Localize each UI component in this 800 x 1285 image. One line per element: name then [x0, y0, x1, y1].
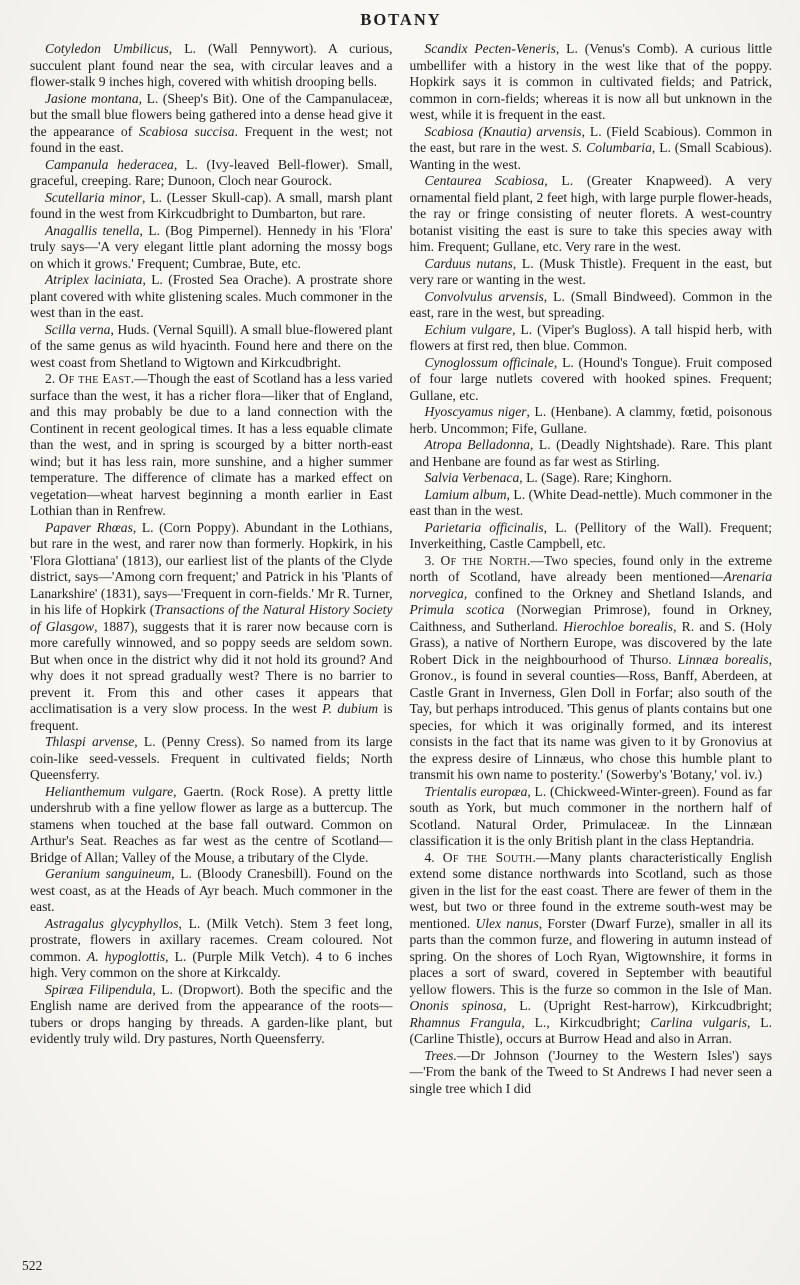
- paragraph: [410, 850, 773, 1048]
- paragraph: [30, 91, 393, 157]
- paragraph: [410, 553, 773, 784]
- paragraph: [410, 1048, 773, 1098]
- section-heading: Of the East: [58, 371, 131, 386]
- species-name: Jasione montana: [45, 90, 139, 106]
- species-name: Cotyledon Umbilicus: [45, 41, 169, 56]
- text-run: , Forster (Dwarf Furze), smaller in all its parts than the common furze, and flowering in autumn instead of spring. On the shores of Loch Ryan, Wigtownshire, it forms in places a sort of sward, covered in September with beautiful yellow flowers. This is the furze so common in the Isle of Man.: [409, 915, 772, 997]
- text-run: , L. (Ivy-leaved Bell-flower). Small, graceful, creeping. Rare; Dunoon, Cloch near Gourock.: [30, 156, 393, 188]
- species-name: Centaurea Scabiosa: [424, 173, 545, 188]
- species-name: Primula scotica: [409, 602, 505, 617]
- text-run: , L. (Small Bindweed). Common in the east, rare in the west, but spreading.: [409, 288, 772, 320]
- text-run: , L. (Bog Pimpernel). Hennedy in his 'Flora' truly says—'A very elegant little plant adorning the mossy bogs on which it grows.' Frequent; Cumbrae, Bute, etc.: [30, 222, 393, 271]
- species-name: Carduus nutans: [424, 255, 513, 271]
- right-column: [410, 41, 773, 1097]
- text-run: , L. (Small Scabious). Wanting in the west.: [409, 140, 772, 172]
- species-name: Thlaspi arvense: [45, 734, 135, 749]
- species-name: Echium vulgare: [424, 321, 513, 337]
- paragraph: [30, 272, 393, 322]
- species-name: Spiræa Filipendula: [45, 981, 153, 997]
- species-name: Geranium sanguineum: [45, 866, 172, 881]
- text-run: .—Many plants characteristically English extend some distance northwards into Scotland, such as those given in the list for the east coast. There are fewer of them in the west, but two or three found in the extreme south-west may be mentioned.: [409, 849, 772, 931]
- section-heading: Of the North: [440, 552, 527, 568]
- species-name: Atriplex laciniata: [45, 272, 143, 287]
- species-name: Helianthemum vulgare: [45, 783, 174, 799]
- text-run: , L. (Dropwort). Both the specific and the English name are derived from the appearance of the roots—tubers or drops hanging by threads. A garden-like plant, but evidently truly wild. Dry pastures, North Queensferry.: [30, 981, 393, 1046]
- page-number: 522: [22, 1258, 43, 1273]
- text-run: —Dr Johnson ('Journey to the Western Isles') says—'From the bank of the Tweed to St Andrews I had never seen a single tree which I did: [409, 1047, 772, 1096]
- paragraph: [30, 734, 393, 784]
- section-heading: Of the South: [442, 849, 533, 865]
- page-title: BOTANY: [360, 10, 442, 29]
- species-name: Linnæa borealis: [677, 651, 769, 667]
- text-run: , L. (Henbane). A clammy, fœtid, poisonous herb. Uncommon; Fife, Gullane.: [409, 404, 772, 436]
- species-name: Parietaria officinalis: [424, 519, 544, 535]
- species-name: Campanula hederacea: [45, 156, 174, 172]
- text-run: , L. (Hound's Tongue). Fruit composed of four large nutlets covered with hooked spines. Frequent; Gullane, etc.: [409, 354, 772, 403]
- text-run: , L. (Sheep's Bit). One of the Campanulaceæ, but the small blue flowers being gathered into a dense head give it the appearance of: [30, 90, 393, 139]
- paragraph: [410, 173, 773, 256]
- species-name: Trientalis europæa: [424, 783, 528, 799]
- species-name: Ononis spinosa: [409, 998, 504, 1013]
- species-name: Rhamnus Frangula: [409, 1014, 522, 1030]
- paragraph: [410, 404, 773, 437]
- text-run: , L. (Deadly Nightshade). Rare. This plant and Henbane are found as far west as Stirling.: [409, 437, 773, 469]
- paragraph: [30, 784, 393, 867]
- species-name: Carlina vulgaris: [650, 1014, 748, 1030]
- paragraph: [410, 355, 773, 405]
- paragraph: [30, 223, 393, 273]
- text-run: , Huds. (Vernal Squill). A small blue-flowered plant of the same genus as wild hyacinth. Found here and there on the west coast from Shetland to Wigtown and Kirkcudbright.: [30, 321, 393, 370]
- paragraph: [30, 520, 393, 735]
- text-run: .—Two species, found only in the extreme north of Scotland, have already been mentioned—: [409, 552, 773, 584]
- paragraph: [410, 256, 773, 289]
- text-run: , L. (Frosted Sea Orache). A prostrate shore plant covered with white glistening scales. Much commoner in the west than in the east.: [30, 272, 393, 320]
- paragraph: [410, 322, 773, 355]
- text-run: , L. (Venus's Comb). A curious little umbellifer with a history in the west like that of the poppy. Hopkirk says it is common in cultivated fields; and Patrick, common in corn-fields; whereas it is now all but unknown in the west, while it is frequent in the east.: [409, 41, 772, 122]
- text-run: .—Though the east of Scotland has a less varied surface than the west, it has a richer flora—liker that of England, and this may probably be due to a land connection with the Continent in recent geological times. It has a less equable climate than the west, and in spring is scourged by a bitter north-east wind; but it has less rain, more sunshine, and a higher summer temperature. The difference of climate has a marked effect on vegetation—wheat harvest beginning a month earlier in East Lothian than in Renfrew.: [30, 371, 393, 518]
- left-column: [30, 41, 393, 1097]
- species-name: Scandix Pecten-Veneris: [424, 41, 556, 56]
- text-run: 2.: [45, 371, 59, 386]
- text-run: (Norwegian Primrose), found in Orkney, Caithness, and Sutherland.: [409, 602, 773, 634]
- text-run: , L., Kirkcudbright;: [521, 1014, 651, 1030]
- species-name: P. dubium: [322, 701, 379, 716]
- paragraph: [410, 784, 773, 850]
- species-name: Papaver Rhœas: [45, 519, 133, 535]
- paragraph: [410, 124, 773, 174]
- species-name: Transactions of the Natural History Society of Glasgow: [30, 602, 393, 634]
- paragraph: [30, 866, 393, 916]
- text-run: , L. (Viper's Bugloss). A tall hispid herb, with flowers at first red, then blue. Common.: [409, 321, 772, 353]
- paragraph: [30, 982, 393, 1048]
- text-run: is frequent.: [30, 701, 393, 733]
- species-name: Trees.: [424, 1047, 457, 1063]
- species-name: Cynoglossum officinale: [424, 354, 554, 370]
- paragraph: [30, 371, 393, 520]
- text-run: , Gronov., is found in several counties—Ross, Banff, Aberdeen, at Castle Grant in Inverness, Glen Doll in Forfar; also south of the Tay, but perhaps introduced. 'This genus of plants contains but one species, for which it was originally formed, and its interest consists in the fact that its name was given to it by Gronovius at the express desire of Linnæus, who chose this humble plant to transmit his own name to posterity.' (Sowerby's 'Botany,' vol. iv.): [409, 651, 773, 782]
- species-name: A. hypoglottis: [87, 948, 166, 964]
- text-run: , L. (Corn Poppy). Abundant in the Lothians, but rare in the west, and rarer now than formerly. Hopkirk, in his 'Flora Glottiana' (1813), our earliest list of the plants of the Clyde district, says—'Among corn frequent;' and Patrick in his 'Plants of Lanarkshire' (1831), says—'Frequent in corn-fields.' Mr R. Turner, in his life of Hopkirk (: [30, 519, 393, 617]
- species-name: Scilla verna: [45, 321, 111, 337]
- species-name: Ulex nanus: [475, 915, 539, 931]
- paragraph: [30, 157, 393, 190]
- text-run: , L. (Carline Thistle), occurs at Burrow Head and also in Arran.: [409, 1014, 773, 1046]
- paragraph: [30, 916, 393, 982]
- paragraph: [410, 437, 773, 470]
- text-run: , L. (Penny Cress). So named from its large coin-like seed-vessels. Frequent in cultivated fields; North Queensferry.: [30, 734, 393, 782]
- species-name: S. Columbaria: [572, 140, 652, 155]
- species-name: Hyoscyamus niger: [424, 404, 527, 419]
- text-run: , L. (Greater Knapweed). A very ornamental field plant, 2 feet high, with large purple flower-heads, the ray or fringe consisting of neuter florets. A west-country botanist visiting the east is sure to take this species away with him. Frequent; Gullane, etc. Very rare in the west.: [409, 173, 773, 254]
- text-columns: [30, 41, 772, 1097]
- text-run: , L. (Sage). Rare; Kinghorn.: [519, 470, 672, 485]
- species-name: Lamium album: [424, 486, 507, 502]
- paragraph: [410, 289, 773, 322]
- text-run: 4.: [424, 849, 443, 865]
- text-run: , L. (Pellitory of the Wall). Frequent; Inverkeithing, Castle Campbell, etc.: [409, 519, 772, 551]
- text-run: , Gaertn. (Rock Rose). A pretty little undershrub with a fine yellow flower as large as a buttercup. The stamens when touched at the base fall outward. Common on Arthur's Seat. Reaches as far west as the centre of Scotland—Bridge of Allan; Valley of the Mouse, a tributary of the Clyde.: [30, 783, 393, 865]
- paragraph: [410, 41, 773, 124]
- species-name: Scabiosa (Knautia) arvensis: [424, 123, 582, 139]
- paragraph: [30, 190, 393, 223]
- text-run: , 1887), suggests that it is rarer now because corn is more carefully winnowed, and so poppy seeds are seldom sown. But when once in the district why did it not hold its ground? And why does it not spread gradually west? There is no barrier to prevent it. From this and other cases it appears that acclimatisation is a very slow process. In the west: [30, 618, 393, 716]
- species-name: Atropa Belladonna: [424, 437, 530, 452]
- paragraph: [30, 41, 393, 91]
- text-run: , R. and S. (Holy Grass), a native of Northern Europe, was discovered by the late Robert Dick in the neighbourhood of Thurso.: [409, 618, 772, 667]
- text-run: , L. (Chickweed-Winter-green). Found as far south as York, but much commoner in the northern half of Scotland. Natural Order, Primulaceæ. In the Linnæan classification it is the only British plant in the class Heptandria.: [409, 783, 772, 848]
- text-run: , L. (Upright Rest-harrow), Kirkcudbright;: [503, 998, 773, 1013]
- paragraph: [30, 322, 393, 372]
- species-name: Scutellaria minor: [45, 189, 142, 205]
- text-run: , L. (Wall Pennywort). A curious, succulent plant found near the sea, with circular leaves and a flower-stalk 9 inches high, covered with whitish drooping bells.: [30, 41, 393, 89]
- text-run: , L. (Musk Thistle). Frequent in the east, but very rare or wanting in the west.: [409, 255, 772, 287]
- text-run: , L. (Milk Vetch). Stem 3 feet long, prostrate, flowers in axillary racemes. Cream coloured. Not common.: [30, 915, 393, 964]
- paragraph: [410, 520, 773, 553]
- text-run: , confined to the Orkney and Shetland Islands, and: [463, 585, 772, 601]
- text-run: , L. (Field Scabious). Common in the east, but rare in the west.: [409, 123, 772, 155]
- text-run: , L. (Bloody Cranesbill). Found on the west coast, as at the Heads of Ayr beach. Much commoner in the east.: [30, 866, 393, 914]
- text-run: , L. (Purple Milk Vetch). 4 to 6 inches high. Very common on the shore at Kirkcaldy.: [30, 948, 393, 980]
- text-run: , L. (White Dead-nettle). Much commoner in the east than in the west.: [409, 486, 772, 518]
- text-run: , L. (Lesser Skull-cap). A small, marsh plant found in the west from Kirkcudbright to Dumbarton, but rare.: [30, 189, 393, 221]
- species-name: Arenaria norvegica: [409, 569, 772, 601]
- paragraph: [410, 470, 773, 487]
- species-name: Hierochloe borealis: [563, 618, 674, 634]
- text-run: 3.: [424, 552, 441, 568]
- species-name: Scabiosa succisa: [138, 123, 235, 139]
- paragraph: [410, 487, 773, 520]
- species-name: Convolvulus arvensis: [424, 288, 544, 304]
- text-run: . Frequent in the west; not found in the east.: [30, 123, 393, 155]
- species-name: Salvia Verbenaca: [424, 470, 520, 485]
- species-name: Anagallis tenella: [45, 222, 140, 238]
- species-name: Astragalus glycyphyllos: [45, 915, 179, 931]
